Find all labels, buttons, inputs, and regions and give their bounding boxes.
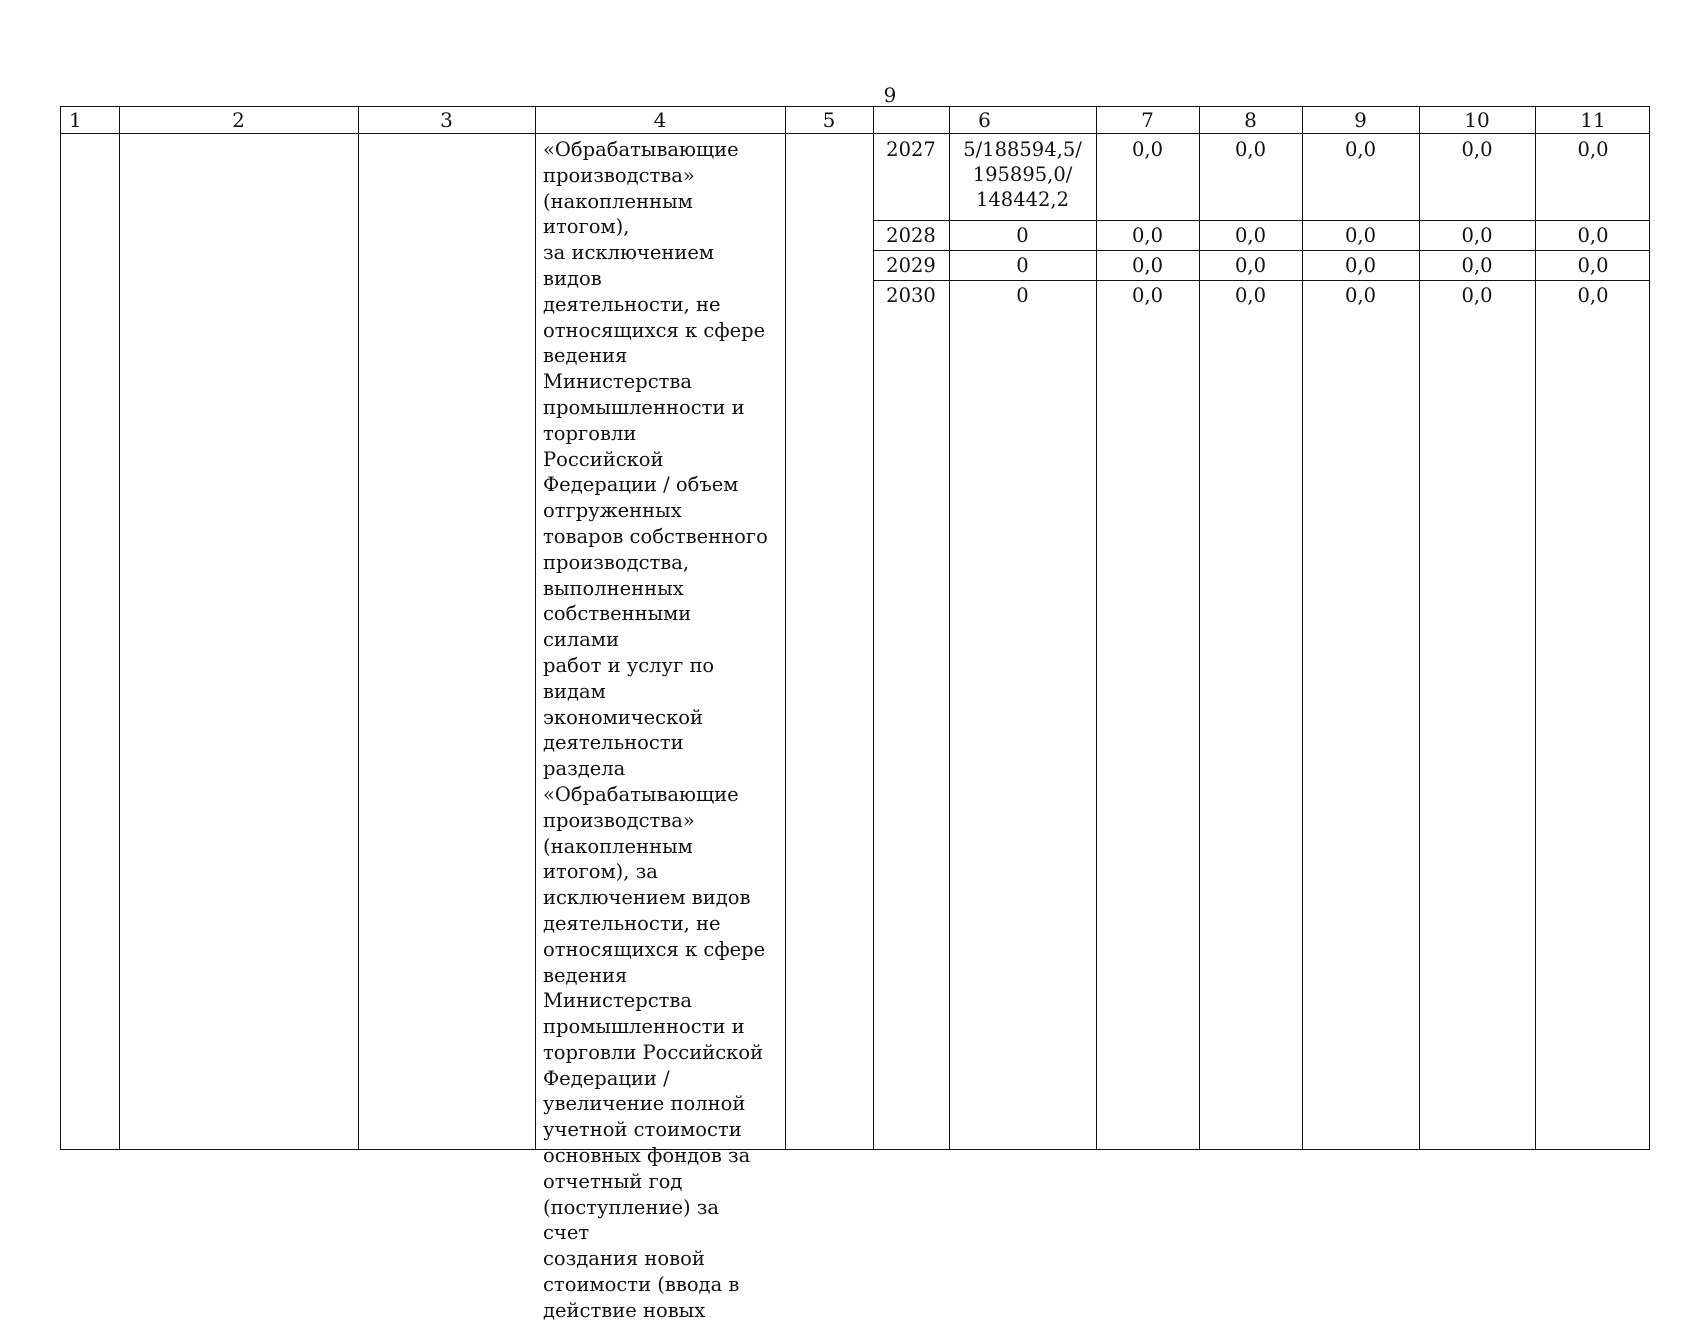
column-divider <box>119 107 120 1149</box>
value-cell-col11: 0,0 <box>1577 224 1609 247</box>
value-cell-col11: 0,0 <box>1577 138 1609 161</box>
header-cell-11: 11 <box>1580 108 1606 132</box>
row-divider <box>873 280 1649 281</box>
year-cell: 2029 <box>886 254 936 277</box>
value-cell-col7: 0,0 <box>1131 284 1163 307</box>
value-cell-col6: 0 <box>1016 254 1029 277</box>
data-table <box>60 106 1650 1322</box>
header-cell-3: 3 <box>440 108 453 132</box>
header-cell-2: 2 <box>232 108 245 132</box>
value-cell-col8: 0,0 <box>1234 138 1266 161</box>
header-divider <box>61 133 1649 134</box>
value-cell-col11: 0,0 <box>1577 284 1609 307</box>
row-divider <box>873 250 1649 251</box>
value-cell-col9: 0,0 <box>1344 284 1376 307</box>
value-cell-col8: 0,0 <box>1234 284 1266 307</box>
header-cell-4: 4 <box>653 108 667 132</box>
value-cell-col10: 0,0 <box>1461 254 1493 277</box>
header-cell-8: 8 <box>1244 108 1257 132</box>
value-cell-col6: 5/188594,5/ 195895,0/ 148442,2 <box>963 138 1082 211</box>
value-cell-col9: 0,0 <box>1344 138 1376 161</box>
value-cell-col7: 0,0 <box>1131 224 1163 247</box>
row-divider <box>873 220 1649 221</box>
year-cell: 2028 <box>886 224 936 247</box>
value-cell-col8: 0,0 <box>1234 224 1266 247</box>
year-cell: 2027 <box>886 138 936 161</box>
value-cell-col7: 0,0 <box>1131 138 1163 161</box>
value-cell-col9: 0,0 <box>1344 224 1376 247</box>
header-cell-1: 1 <box>69 108 82 132</box>
value-cell-col6: 0 <box>1016 224 1029 247</box>
value-cell-col6: 0 <box>1016 284 1029 307</box>
header-cell-9: 9 <box>1354 108 1367 132</box>
header-cell-10: 10 <box>1464 108 1490 132</box>
value-cell-col9: 0,0 <box>1344 254 1376 277</box>
value-cell-col11: 0,0 <box>1577 254 1609 277</box>
value-cell-col7: 0,0 <box>1131 254 1163 277</box>
column-divider <box>785 107 786 1149</box>
year-cell: 2030 <box>886 284 936 307</box>
header-cell-5: 5 <box>822 108 836 132</box>
value-cell-col10: 0,0 <box>1461 138 1493 161</box>
column-divider <box>358 107 359 1149</box>
header-cell-6: 6 <box>978 108 991 132</box>
value-cell-col8: 0,0 <box>1234 254 1266 277</box>
indicator-description: «Обрабатывающие производства» (накопленным итогом), за исключением видов деятельности, не относящихся к сфере ведения Министерства промышленности и торговли Российской Федерации / объем отгруженных товаров собственного производства, выполненных собственными силами работ и услуг по видам экономической деятельности раздела «Обрабатывающие производства» (накопленным итогом), за исключением видов деятельности, не относящихся к сфере ведения Министерства промышленности и торговли Российской Федерации / увеличение полной учетной стоимости основных фондов за отчетный год (поступление) за счет создания новой стоимости (ввода в действие новых <box>543 138 768 1322</box>
value-cell-col10: 0,0 <box>1461 284 1493 307</box>
value-cell-col10: 0,0 <box>1461 224 1493 247</box>
column-divider <box>535 107 536 1149</box>
header-cell-7: 7 <box>1141 108 1154 132</box>
page-number: 9 <box>883 83 897 107</box>
